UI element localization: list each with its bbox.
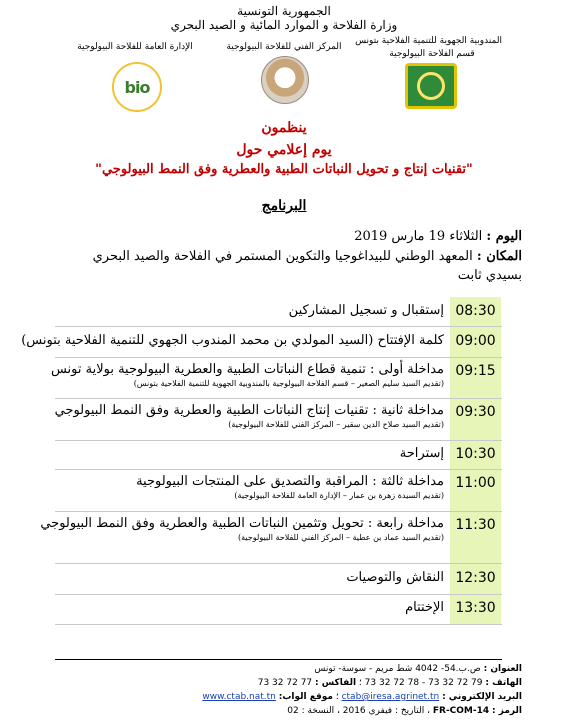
info-place-value: المعهد الوطني للبيداغوجيا والتكوين المستمر في الفلاحة والصيد البحري	[92, 249, 473, 264]
info-day-value: الثلاثاء 19 مارس 2019	[354, 229, 483, 244]
schedule-row-divider	[55, 469, 502, 470]
schedule-row-divider	[55, 357, 502, 358]
footer-fax-value: 77 72 32 73	[257, 678, 313, 688]
org-center-name: المركز الفني للفلاحة البيولوجية	[226, 42, 342, 52]
schedule-item-title: الإختتام	[405, 600, 444, 615]
footer-address-value: ص.ب.54- 4042 شط مريم - سوسة- تونس	[314, 664, 481, 674]
footer-date: التاريخ : فيفري 2016	[342, 706, 425, 716]
schedule-row-divider	[55, 563, 502, 564]
schedule-row-divider	[55, 398, 502, 399]
schedule-item-title: إستراحة	[399, 446, 444, 461]
crda-logo-ring	[417, 72, 445, 100]
schedule-time: 11:00	[455, 475, 496, 491]
org-left-name: الإدارة العامة للفلاحة البيولوجية	[77, 42, 193, 52]
title-topic: "تقنيات إنتاج و تحويل النباتات الطبية والعطرية وفق النمط البيولوجي"	[95, 162, 473, 177]
schedule-item-note: (تقديم السيد عماد بن عطية – المركز الفني للفلاحة البيولوجية)	[237, 533, 444, 542]
info-place-line2: بسيدي ثابت	[457, 268, 522, 283]
schedule-time: 09:30	[455, 404, 496, 420]
footer-address	[314, 664, 522, 674]
ctab-logo	[261, 56, 309, 104]
schedule-time: 08:30	[455, 303, 496, 319]
schedule-row-divider	[55, 511, 502, 512]
footer-contact: البريد الإلكتروني : ctab@iresa.agrinet.tn ؛ موقع الواب: www.ctab.nat.tn	[202, 692, 522, 702]
schedule-item-title: مداخلة ثالثة : المراقبة والتصديق على المنتجات البيولوجية	[136, 474, 444, 489]
footer-rule	[55, 659, 502, 660]
footer-code-value: FR-COM-14	[432, 706, 490, 716]
schedule-item-title: النقاش والتوصيات	[346, 570, 444, 585]
schedule-row-divider	[55, 440, 502, 441]
schedule-time: 11:30	[455, 517, 496, 533]
program-heading: البرنامج	[261, 198, 307, 214]
schedule-item-title: مداخلة أولى : تنمية قطاع النباتات الطبية والعطرية البيولوجية بولاية تونس	[50, 362, 444, 377]
title-day: يوم إعلامي حول	[236, 142, 332, 158]
schedule-time: 09:15	[455, 363, 496, 379]
schedule-item-note: (تقديم السيد سليم الصغير – قسم الفلاحة البيولوجية بالمندوبية الجهوية للتنمية الفلاحية بتونس)	[133, 379, 444, 388]
schedule-item-title: إستقبال و تسجيل المشاركين	[288, 303, 444, 318]
schedule-time: 13:30	[455, 600, 496, 616]
footer-address-label: العنوان :	[483, 664, 522, 674]
info-place-label: المكان :	[476, 249, 522, 264]
info-place	[93, 249, 522, 264]
bio-logo	[112, 62, 162, 112]
schedule-time: 12:30	[455, 570, 496, 586]
footer-code-label: الرمز :	[492, 706, 522, 716]
info-day	[354, 229, 522, 244]
footer-phone: الهاتف : 79 72 32 73 - 78 72 32 73 ؛ الفاكس : 77 72 32 73	[257, 678, 522, 688]
schedule-time: 10:30	[455, 446, 496, 462]
footer-edition: النسخة : 02	[287, 706, 335, 716]
schedule-item-note: (تقديم السيدة زهرة بن عمار – الإدارة العامة للفلاحة البيولوجية)	[234, 491, 444, 500]
footer-phone-label: الهاتف :	[485, 678, 522, 688]
footer-fax-label: الفاكس :	[315, 678, 357, 688]
schedule-item-title: كلمة الإفتتاح (السيد المولدي بن محمد المندوب الجهوي للتنمية الفلاحية بتونس)	[21, 333, 444, 348]
org-right-name: المندوبية الجهوية للتنمية الفلاحية بتونس	[355, 36, 502, 46]
header-ministry: وزارة الفلاحة و الموارد المائية و الصيد البحري	[170, 18, 398, 32]
org-right-dept: قسم الفلاحة البيولوجية	[389, 49, 475, 59]
footer-phone-value: 79 72 32 73 - 78 72 32 73	[364, 678, 483, 688]
schedule-time: 09:00	[455, 333, 496, 349]
title-organize: ينظمون	[261, 120, 307, 136]
footer-email-label: البريد الإلكتروني :	[442, 692, 522, 702]
schedule-item-note: (تقديم السيد صلاح الدين سقير – المركز الفني للفلاحة البيولوجية)	[228, 420, 444, 429]
schedule-item-title: مداخلة رابعة : تحويل وتثمين النباتات الطبية والعطرية وفق النمط البيولوجي	[40, 516, 444, 531]
footer-site-label: موقع الواب:	[278, 692, 333, 702]
footer-email-link[interactable]: ctab@iresa.agrinet.tn	[341, 692, 440, 702]
schedule-item-title: مداخلة ثانية : تقنيات إنتاج النباتات الطبية والعطرية وفق النمط البيولوجي	[54, 403, 444, 418]
crda-logo	[405, 63, 457, 109]
header-republic: الجمهورية التونسية	[237, 4, 331, 18]
footer-code: الرمز : FR-COM-14 ، التاريخ : فيفري 2016 ، النسخة : 02	[287, 706, 522, 716]
info-day-label: اليوم :	[486, 229, 522, 244]
schedule-row-divider	[55, 624, 502, 625]
bio-logo-text: bio	[124, 77, 150, 97]
schedule-row-divider	[55, 594, 502, 595]
schedule-row-divider	[55, 326, 502, 327]
footer-site-link[interactable]: www.ctab.nat.tn	[202, 692, 276, 702]
